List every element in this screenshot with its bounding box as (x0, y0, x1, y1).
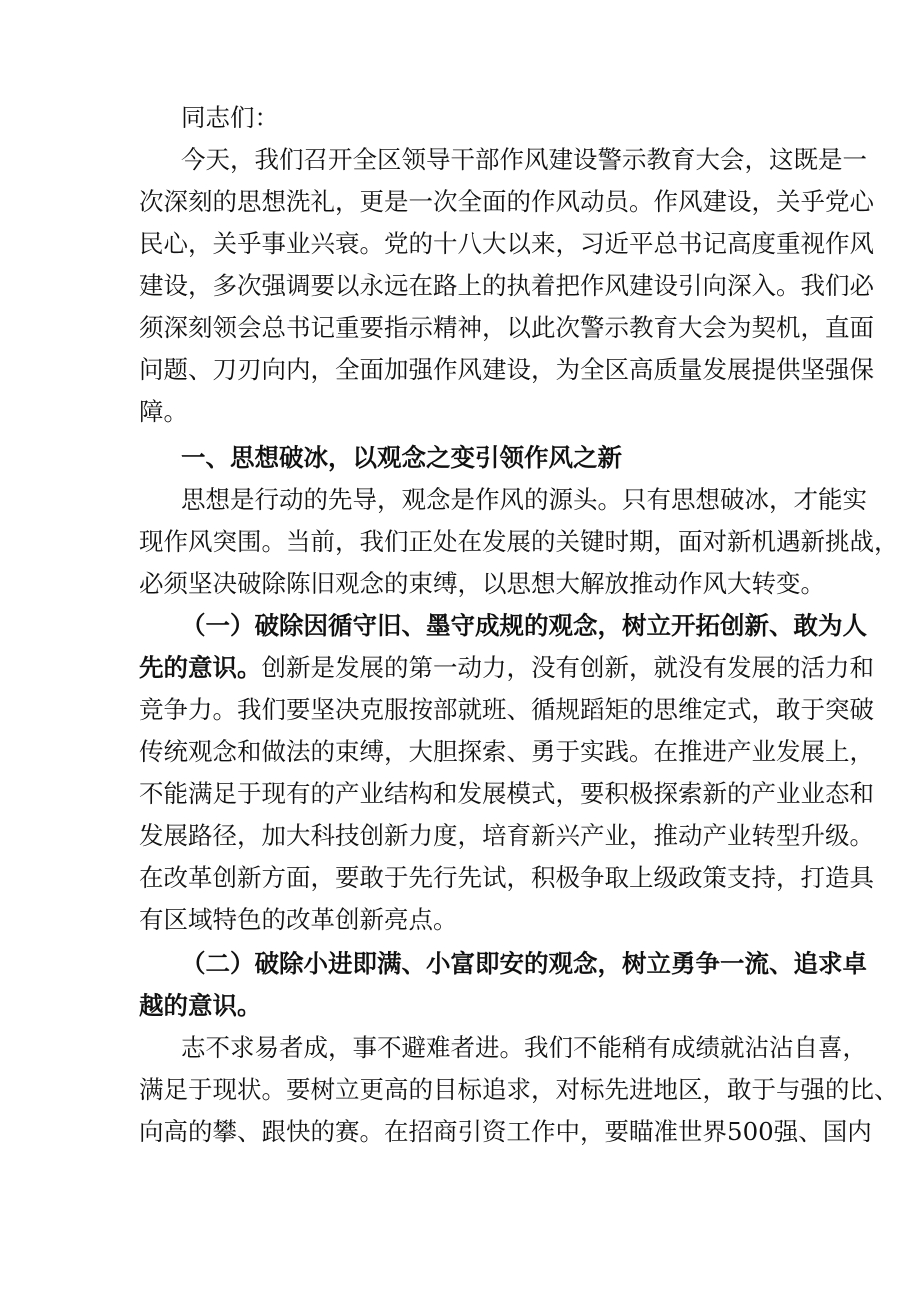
intro-line-7: 障。 (139, 397, 188, 426)
sub1-line-2 (139, 650, 874, 686)
sub1-heading-end: 先的意识。 (139, 653, 262, 682)
sub1-line-3: 竞争力。我们要坚决克服按部就班、循规蹈矩的思维定式，敢于突破 (139, 695, 874, 724)
sub2-heading-line-2: 越的意识。 (139, 991, 262, 1020)
sub1-line-2-text: 创新是发展的第一动力，没有创新，就没有发展的活力和 (261, 653, 874, 682)
sub2-heading-line-1: （二）破除小进即满、小富即安的观念，树立勇争一流、追求卓 (181, 949, 867, 978)
para1-line-1: 思想是行动的先导，观念是作风的源头。只有思想破冰，才能实 (181, 485, 867, 514)
para1-line-3: 必须坚决破除陈旧观念的束缚，以思想大解放推动作风大转变。 (139, 569, 825, 598)
sub2-line-2: 满足于现状。要树立更高的目标追求，对标先进地区，敢于与强的比、 (139, 1075, 899, 1104)
sub2-line-1: 志不求易者成，事不避难者进。我们不能稍有成绩就沾沾自喜， (181, 1033, 867, 1062)
sub1-line-5: 不能满足于现有的产业结构和发展模式，要积极探索新的产业业态和 (139, 779, 874, 808)
salutation: 同志们： (181, 103, 279, 132)
intro-line-5: 须深刻领会总书记重要指示精神，以此次警示教育大会为契机，直面 (139, 313, 874, 342)
sub1-heading-line-1: （一）破除因循守旧、墨守成规的观念，树立开拓创新、敢为人 (181, 611, 867, 640)
intro-line-2: 次深刻的思想洗礼，更是一次全面的作风动员。作风建设，关乎党心 (139, 187, 874, 216)
section-heading-1: 一、思想破冰，以观念之变引领作风之新 (181, 443, 622, 472)
intro-line-6: 问题、刀刃向内，全面加强作风建设，为全区高质量发展提供坚强保 (139, 355, 874, 384)
sub1-line-7: 在改革创新方面，要敢于先行先试，积极争取上级政策支持，打造具 (139, 863, 874, 892)
sub1-line-8: 有区域特色的改革创新亮点。 (139, 905, 458, 934)
sub1-line-4: 传统观念和做法的束缚，大胆探索、勇于实践。在推进产业发展上， (139, 737, 874, 766)
intro-line-4: 建设，多次强调要以永远在路上的执着把作风建设引向深入。我们必 (139, 271, 874, 300)
para1-line-2: 现作风突围。当前，我们正处在发展的关键时期，面对新机遇新挑战， (139, 527, 899, 556)
intro-line-1: 今天，我们召开全区领导干部作风建设警示教育大会，这既是一 (181, 145, 867, 174)
sub2-line-3: 向高的攀、跟快的赛。在招商引资工作中，要瞄准世界500强、国内 (139, 1117, 872, 1146)
intro-line-3: 民心，关乎事业兴衰。党的十八大以来，习近平总书记高度重视作风 (139, 229, 874, 258)
sub1-line-6: 发展路径，加大科技创新力度，培育新兴产业，推动产业转型升级。 (139, 821, 874, 850)
